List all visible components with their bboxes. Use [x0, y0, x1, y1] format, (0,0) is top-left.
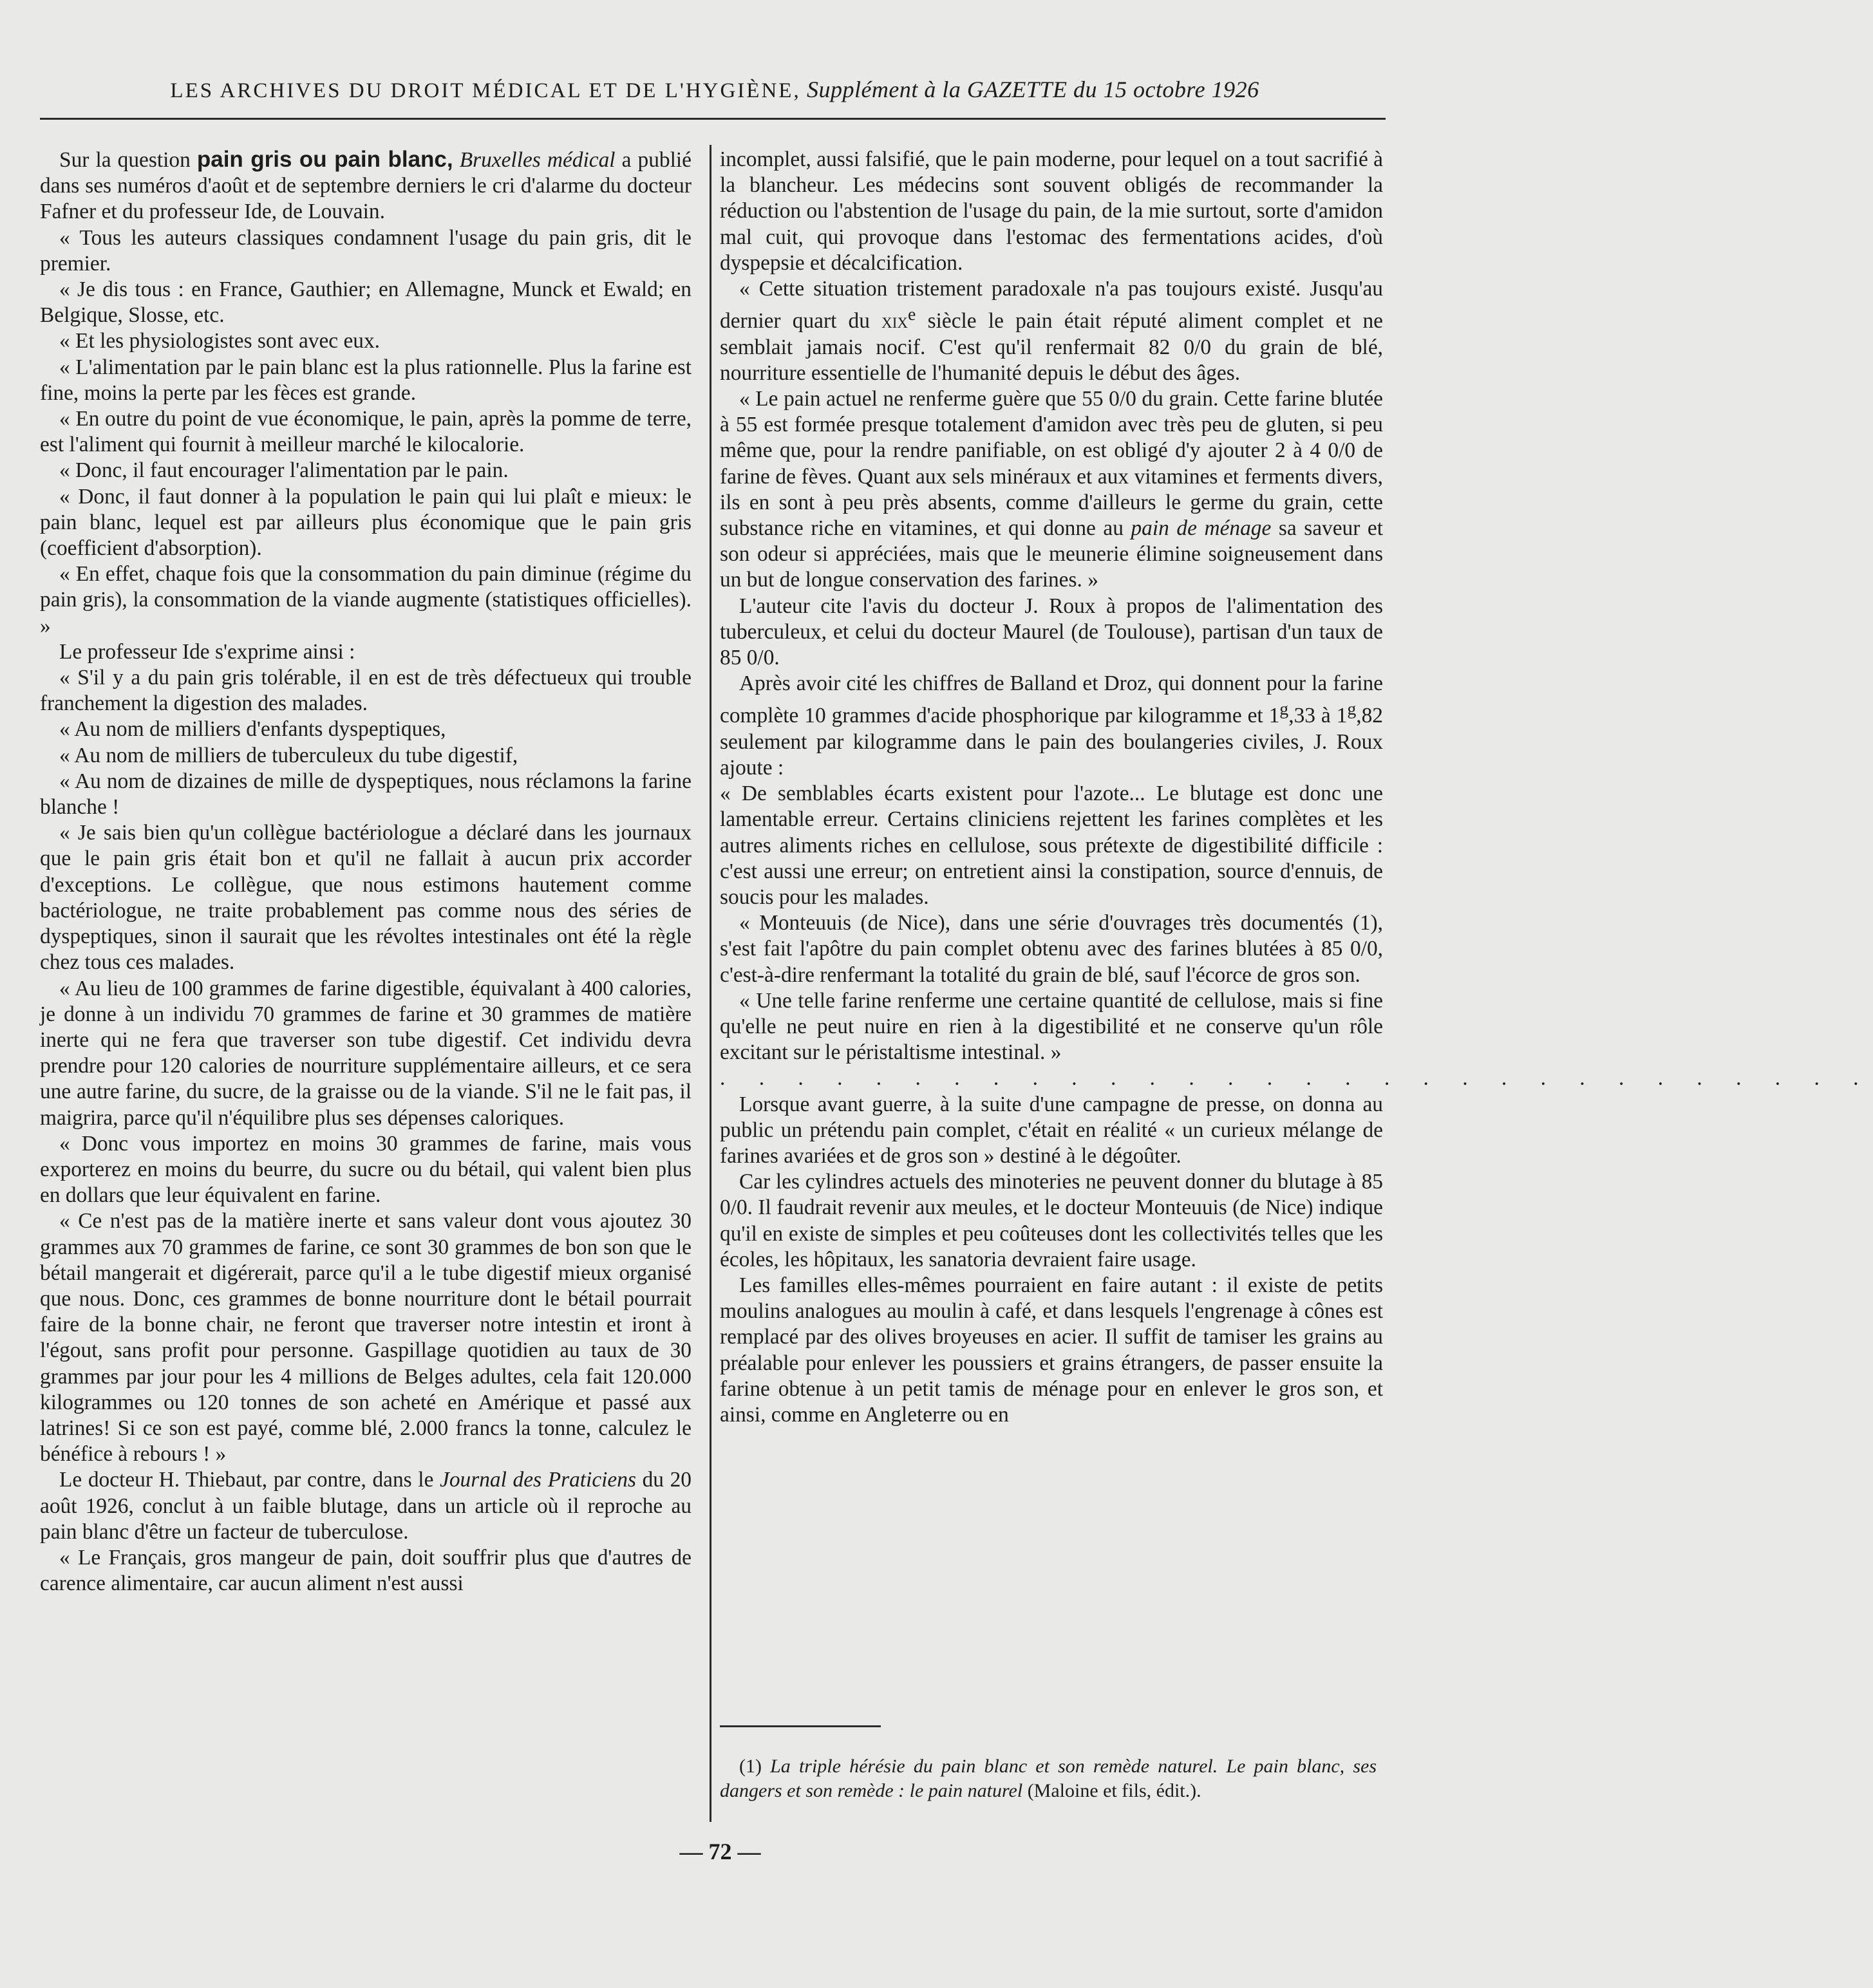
footnote: (1) La triple hérésie du pain blanc et son remède naturel. Le pain blanc, ses dangers et son remède : le pain naturel (Maloine et fils, édit.). [720, 1756, 1377, 1801]
paragraph: « Au nom de milliers de tuberculeux du tube digestif, [59, 743, 518, 767]
paragraph: incomplet, aussi falsifié, que le pain moderne, pour lequel on a tout sacrifié à la blancheur. Les médecins sont souvent obligés de recommander la réduction ou l'abstention de l'usage du pain, de la mie surtout, sorte d'amidon mal cuit, qui provoque dans l'estomac des fermentations acides, d'où dyspepsie et décalcification. [720, 147, 1383, 275]
paragraph: « En effet, chaque fois que la consommation du pain diminue (régime du pain gris), la consommation de la viande augmente (statistiques officielles). » [40, 562, 692, 638]
ellipsis-separator: . . . . . . . . . . . . . . . . . . . . . . . . . . . . . . [720, 1066, 1873, 1091]
paragraph: Car les cylindres actuels des minoteries ne peuvent donner du blutage à 85 0/0. Il faudrait revenir aux meules, et le docteur Monteuuis (de Nice) indique qu'il en existe de simples et peu coûteuses dont les collectivités telles que les écoles, les hôpitaux, les sanatoria devraient faire usage. [720, 1170, 1383, 1271]
paragraph: « Une telle farine renferme une certaine quantité de cellulose, mais si fine qu'elle ne peut nuire en rien à la digestibilité et ne conserve qu'un rôle excitant sur le péristaltisme intestinal. » [720, 988, 1383, 1065]
paragraph: « Donc, il faut encourager l'alimentation par le pain. [59, 458, 509, 483]
paragraph: « Je sais bien qu'un collègue bactériologue a déclaré dans les journaux que le pain gris était bon et qu'il ne fallait à aucun prix accorder d'exceptions. Le collègue, que nous estimons hautement comme bactériologue, ne traite probablement pas comme nous des séries de dyspeptiques, sinon il saurait que les révoltes intestinales ont été la règle chez tous ces malades. [40, 821, 692, 975]
paragraph: Sur la question pain gris ou pain blanc, Bruxelles médical a publié dans ses numéros d'août et de septembre derniers le cri d'alarme du docteur Fafner et du professeur Ide, de Louvain. [40, 147, 692, 224]
paragraph: « S'il y a du pain gris tolérable, il en est de très défectueux qui trouble franchement la digestion des malades. [40, 666, 692, 716]
header-rule [40, 118, 1386, 120]
paragraph: « En outre du point de vue économique, le pain, après la pomme de terre, est l'aliment qui fournit à meilleur marché le kilocalorie. [40, 407, 692, 457]
paragraph: Le professeur Ide s'exprime ainsi : [59, 639, 355, 664]
right-column [720, 147, 1873, 1428]
paragraph: « Le Français, gros mangeur de pain, doit souffrir plus que d'autres de carence alimentaire, car aucun aliment n'est aussi [40, 1545, 692, 1596]
running-header [116, 76, 1313, 103]
paragraph: Le docteur H. Thiebaut, par contre, dans le Journal des Praticiens du 20 août 1926, conclut à un faible blutage, dans un article où il reproche au pain blanc d'être un facteur de tuberculose. [40, 1468, 692, 1544]
column-divider [710, 145, 711, 1822]
paragraph: « Cette situation tristement paradoxale n'a pas toujours existé. Jusqu'au dernier quart du xix$^e$ siècle le pain était réputé aliment complet et ne semblait jamais nocif. C'est qu'il renfermait 82 0/0 du grain de blé, nourriture essentielle de l'humanité depuis le début des âges. [720, 277, 1384, 385]
paragraph: L'auteur cite l'avis du docteur J. Roux à propos de l'alimentation des tuberculeux, et celui du docteur Maurel (de Toulouse), partisan d'un taux de 85 0/0. [720, 594, 1383, 670]
paragraph: « De semblables écarts existent pour l'azote... Le blutage est donc une lamentable erreur. Certains cliniciens rejettent les farines complètes et les autres aliments riches en cellulose, sous prétexte de digestibilité difficile : c'est aussi une erreur; on entretient ainsi la constipation, source d'ennuis, de soucis pour les malades. [720, 782, 1383, 909]
paragraph: « Au lieu de 100 grammes de farine digestible, équivalant à 400 calories, je donne à un individu 70 grammes de farine et 30 grammes de matière inerte qui ne fera que traverser son tube digestif. Cet individu devra prendre pour 120 calories de nourriture supplémentaire ailleurs, et ce sera une autre farine, du sucre, de la graisse ou de la viande. S'il ne le fait pas, il maigrira, parce qu'il n'équilibre plus ses dépenses caloriques. [40, 976, 692, 1130]
paragraph: « Et les physiologistes sont avec eux. [59, 329, 381, 353]
paragraph: Après avoir cité les chiffres de Balland et Droz, qui donnent pour la farine complète 10 grammes d'acide phosphorique par kilogramme et 1$^g$,33 à 1$^g$,82 seulement par kilogramme dans le pain des boulangeries civiles, J. Roux ajoute : [720, 671, 1384, 780]
paragraph: « Au nom de milliers d'enfants dyspeptiques, [59, 717, 446, 742]
footnote-rule [720, 1725, 881, 1727]
paragraph: « Donc, il faut donner à la population le pain qui lui plaît e mieux: le pain blanc, lequel est par ailleurs plus économique que le pain gris (coefficient d'absorption). [40, 484, 692, 561]
paragraph: « L'alimentation par le pain blanc est la plus rationnelle. Plus la farine est fine, moins la perte par les fèces est grande. [40, 355, 692, 405]
paragraph: « Donc vous importez en moins 30 grammes de farine, mais vous exporterez en moins du beurre, du sucre ou du bétail, qui valent bien plus en dollars que leur équivalent en farine. [40, 1131, 692, 1208]
paragraph: « Monteuuis (de Nice), dans une série d'ouvrages très documentés (1), s'est fait l'apôtre du pain complet obtenu avec des farines blutées à 85 0/0, c'est-à-dire renfermant la totalité du grain de blé, sauf l'écorce de gros son. [720, 911, 1383, 987]
paragraph: « Je dis tous : en France, Gauthier; en Allemagne, Munck et Ewald; en Belgique, Slosse, etc. [40, 277, 692, 328]
supplement-line: Supplément à la GAZETTE du 15 octobre 1926 [806, 77, 1259, 102]
left-column [40, 147, 692, 1597]
paragraph: « Au nom de dizaines de mille de dyspeptiques, nous réclamons la farine blanche ! [40, 769, 692, 820]
paragraph: Les familles elles-mêmes pourraient en faire autant : il existe de petits moulins analogues au moulin à café, et dans lesquels l'engrenage à cônes est remplacé par des olives broyeuses en acier. Il suffit de tamiser les grains au préalable pour enlever les poussiers et grains étrangers, de passer ensuite la farine obtenue à un petit tamis de ménage pour en enlever le gros son, et ainsi, comme en Angleterre ou en [720, 1273, 1383, 1427]
journal-title: LES ARCHIVES DU DROIT MÉDICAL ET DE L'HYGIÈNE, [170, 79, 801, 102]
paragraph: « Le pain actuel ne renferme guère que 55 0/0 du grain. Cette farine blutée à 55 est formée presque totalement d'amidon avec très peu de gluten, si peu même que, pour la rendre panifiable, on est obligé d'y ajouter 2 à 4 0/0 de farine de fèves. Quant aux sels minéraux et aux vitamines et ferments divers, ils en sont à peu près absents, comme d'ailleurs le germe du grain, cette substance riche en vitamines, et qui donne au pain de ménage sa saveur et son odeur si appréciées, mais que le meunerie élimine soigneusement dans un but de longue conservation des farines. » [720, 386, 1383, 592]
paragraph: Lorsque avant guerre, à la suite d'une campagne de presse, on donna au public un prétendu pain complet, c'était en réalité « un curieux mélange de farines avariées et de gros son » destiné à le dégoûter. [720, 1092, 1383, 1168]
paragraph: « Ce n'est pas de la matière inerte et sans valeur dont vous ajoutez 30 grammes aux 70 grammes de farine, ce sont 30 grammes de bon son que le bétail mangerait et digérerait, parce qu'il a le tube digestif mieux organisé que nous. Donc, ces grammes de bonne nourriture dont le bétail pourrait faire de la bonne chair, ne feront que traverser notre intestin et iront à l'égout, sans profit pour personne. Gaspillage quotidien au taux de 30 grammes par jour pour les 4 millions de Belges adultes, cela fait 120.000 kilogrammes ou 120 tonnes de son acheté en Amérique et passé aux latrines! Si ce son est payé, comme blé, 2.000 francs la tonne, calculez le bénéfice à rebours ! » [40, 1209, 692, 1467]
paragraph: « Tous les auteurs classiques condamnent l'usage du pain gris, dit le premier. [40, 225, 692, 276]
page-number: — 72 — [679, 1839, 761, 1864]
